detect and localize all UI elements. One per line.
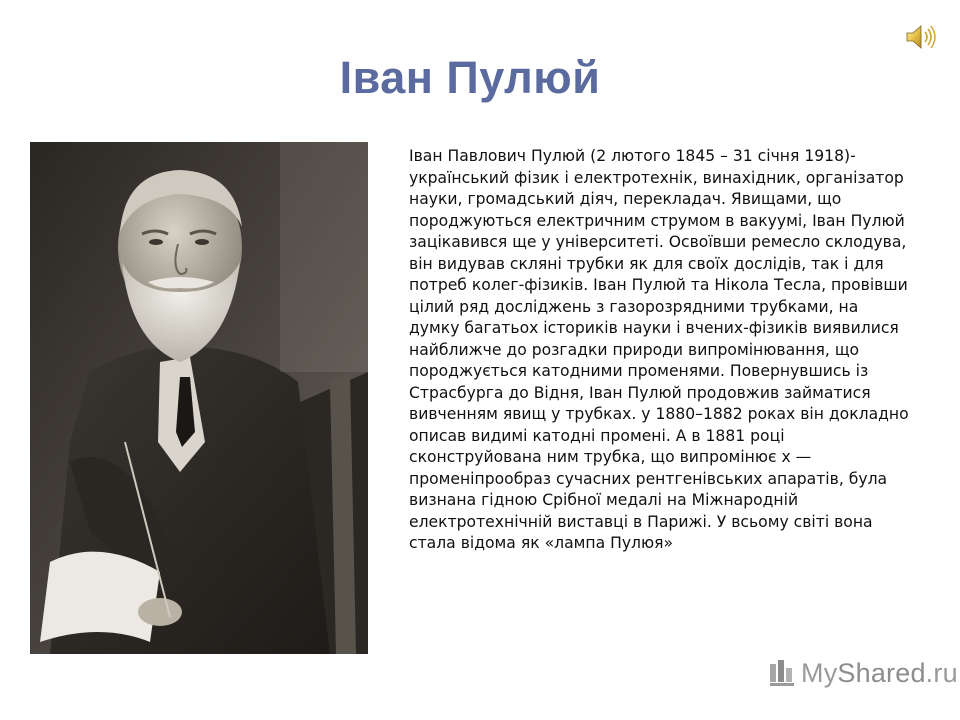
myshared-logo-text: MyShared.ru [801, 657, 958, 688]
speaker-icon[interactable] [904, 22, 938, 52]
myshared-logo-icon [768, 658, 798, 688]
myshared-logo[interactable] [768, 656, 958, 690]
portrait-photo [30, 142, 368, 654]
slide-body-text: Іван Павлович Пулюй (2 лютого 1845 – 31 січня 1918)-український фізик і електротехнік, винахідник, організатор науки, громадський діяч, перекладач. Явищами, що породжуються електричним струмом в вакуумі, Іван Пулюй зацікавився ще у університеті. Освоївши ремесло склодува, він видував скляні трубки як для своїх дослідів, так і для потреб колег-фізиків. Іван Пулюй та Нікола Тесла, провівши цілий ряд досліджень з газорозрядними трубками, на думку багатьох істориків науки і вчених-фізиків виявилися найближче до розгадки природи випромінювання, що породжується катодними променями. Повернувшись із Страсбурга до Відня, Іван Пулюй продовжив займатися вивченням явищ у трубках. у 1880–1882 роках він докладно описав видимі катодні промені. А в 1881 році сконструйована ним трубка, що випромінює х — променіпрообраз сучасних рентгенівських апаратів, була визнана гідною Срібної медалі на Міжнародній електротехнічній виставці в Парижі. У всьому світі вона стала відома як «лампа Пулюя» [409, 147, 909, 552]
slide-title: Іван Пулюй [339, 52, 601, 103]
